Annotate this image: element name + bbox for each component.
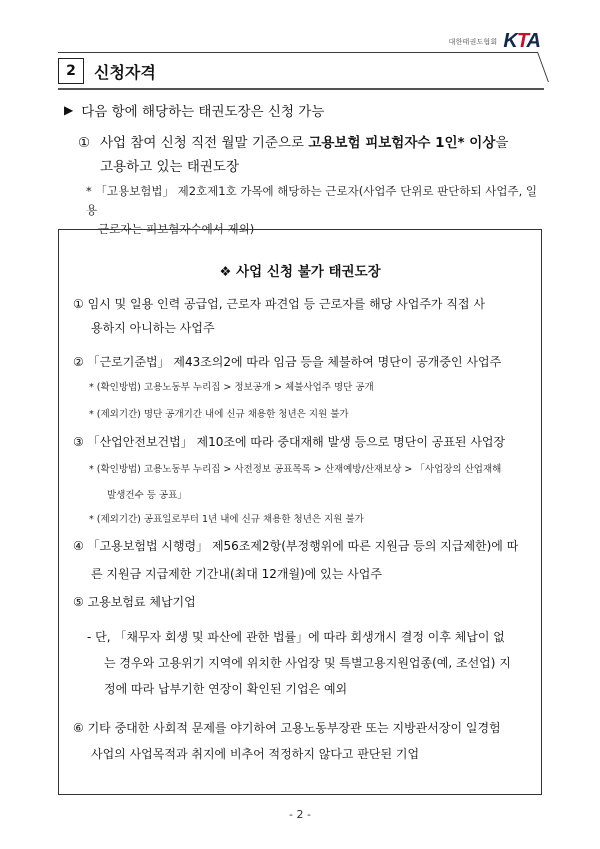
- section-underline: [58, 88, 544, 90]
- ineligible-item-4: ④ 「고용보험법 시행령」 제56조제2항(부정행위에 따른 지원금 등의 지급제한)에 따 른 지원금 지급제한 기간내(최대 12개월)에 있는 사업주: [73, 539, 519, 581]
- lead-statement: [64, 100, 324, 120]
- ineligible-item-2: ② 「근로기준법」 제43조의2에 따라 임금 등을 체불하여 명단이 공개중인 사업주: [73, 355, 502, 369]
- section-heading: [58, 58, 156, 84]
- ineligible-item-3-note-2: * (제외기간) 공표일로부터 1년 내에 신규 채용한 청년은 지원 불가: [89, 514, 364, 525]
- ineligible-item-3-note-1: * (확인방법) 고용노동부 누리집 > 사전정보 공표목록 > 산재예방/산재보상 > 「사업장의 산업재해 발생건수 등 공표」: [89, 464, 502, 501]
- header-logo: [449, 30, 540, 53]
- ineligible-box: [58, 229, 542, 795]
- ineligible-item-5-exception: - 단, 「채무자 회생 및 파산에 관한 법률」에 따라 회생개시 결정 이후 체납이 없 는 경우와 고용위기 지역에 위치한 사업장 및 특별고용지원업종(예, 조선업) 지 정에 따라 납부기한 연장이 확인된 기업은 예외: [87, 630, 511, 696]
- section-title: 신청자격: [94, 62, 156, 82]
- ineligible-item-3: ③ 「산업안전보건법」 제10조에 따라 중대재해 발생 등으로 명단이 공표된 사업장: [73, 435, 506, 449]
- emphasis-text: 고용보험 피보험자수 1인* 이상: [308, 135, 496, 151]
- ineligible-item-1: ① 임시 및 일용 인력 공급업, 근로자 파견업 등 근로자를 해당 사업주가 직접 사 용하지 아니하는 사업주: [73, 297, 485, 335]
- box-title: ❖ 사업 신청 불가 태권도장: [219, 264, 381, 280]
- footnote: * 「고용보험법」 제2호제1호 가목에 해당하는 근로자(사업주 단위로 판단하되 사업주, 일용 근로자는 피보험자수에서 제외): [86, 184, 538, 236]
- ineligible-item-5: ⑤ 고용보험료 체납기업: [73, 595, 196, 609]
- ineligible-item-2-note-2: * (제외기간) 명단 공개기간 내에 신규 채용한 청년은 지원 불가: [89, 409, 349, 420]
- ineligible-item-6: ⑥ 기타 중대한 사회적 문제를 야기하여 고용노동부장관 또는 지방관서장이 일경험 사업의 사업목적과 취지에 비추어 적정하지 않다고 판단된 기업: [73, 721, 501, 761]
- header-slant-rule: [537, 52, 549, 82]
- triangle-bullet-icon: ▶: [64, 103, 74, 117]
- lead-text: 다음 항에 해당하는 태권도장은 신청 가능: [81, 104, 325, 120]
- eligibility-item-1: ① 사업 참여 신청 직전 월말 기준으로 고용보험 피보험자수 1인* 이상을 고용하고 있는 태권도장: [78, 131, 558, 179]
- kta-logo-mark: KTA: [503, 30, 540, 52]
- logo-org-name: 대한태권도협회: [448, 37, 498, 46]
- header-rule: [58, 52, 538, 53]
- item-number: ①: [78, 135, 91, 151]
- section-number: 2: [58, 58, 84, 84]
- page-number: - 2 -: [289, 808, 311, 821]
- ineligible-item-2-note-1: * (확인방법) 고용노동부 누리집 > 정보공개 > 체불사업주 명단 공개: [89, 382, 374, 393]
